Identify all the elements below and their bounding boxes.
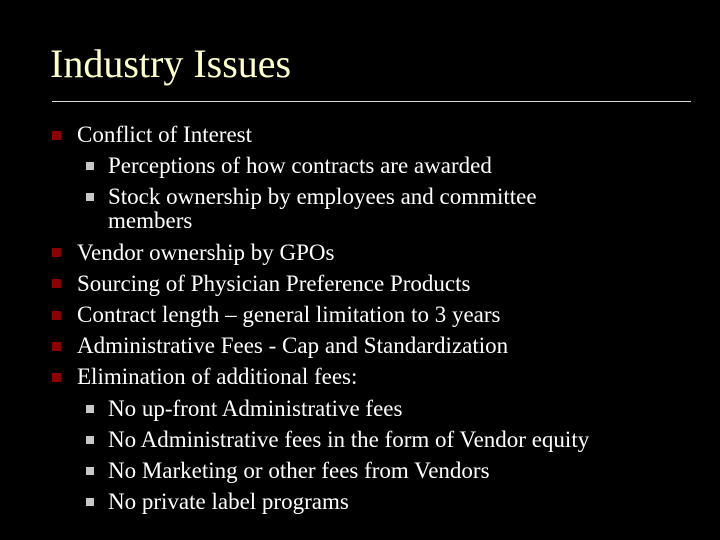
bullet-marker-icon: [52, 342, 61, 351]
sub-bullet-marker-icon: [86, 193, 94, 201]
sub-bullet-marker-icon: [86, 162, 94, 170]
bullet-text: Conflict of Interest: [77, 122, 253, 147]
bullet-text: Elimination of additional fees:: [77, 364, 358, 390]
bullet-marker-icon: [52, 311, 61, 320]
bullet-text: Perceptions of how contracts are awarded: [108, 153, 492, 179]
bullet-text: Vendor ownership by GPOs: [77, 239, 335, 265]
bullet-text: No private label programs: [108, 489, 349, 515]
bullet-text: No Marketing or other fees from Vendors: [108, 458, 490, 483]
bullet-text-continuation: members: [108, 208, 193, 234]
bullet-text: No up-front Administrative fees: [108, 395, 403, 421]
bullet-marker-icon: [52, 131, 61, 140]
bullet-text: Stock ownership by employees and committee: [108, 184, 537, 210]
bullet-text: Administrative Fees - Cap and Standardization: [77, 333, 509, 359]
bullet-marker-icon: [52, 373, 61, 382]
bullet-text: Contract length – general limitation to 3 years: [77, 302, 501, 327]
sub-bullet-marker-icon: [86, 436, 94, 444]
bullet-text: Sourcing of Physician Preference Products: [77, 270, 471, 296]
sub-bullet-marker-icon: [86, 498, 94, 506]
sub-bullet-marker-icon: [86, 467, 94, 475]
title-divider: [52, 101, 691, 102]
bullet-marker-icon: [52, 248, 61, 257]
bullet-text: No Administrative fees in the form of Vendor equity: [108, 426, 590, 452]
sub-bullet-marker-icon: [86, 405, 94, 413]
bullet-marker-icon: [52, 279, 61, 288]
slide-title: Industry Issues: [50, 41, 292, 86]
